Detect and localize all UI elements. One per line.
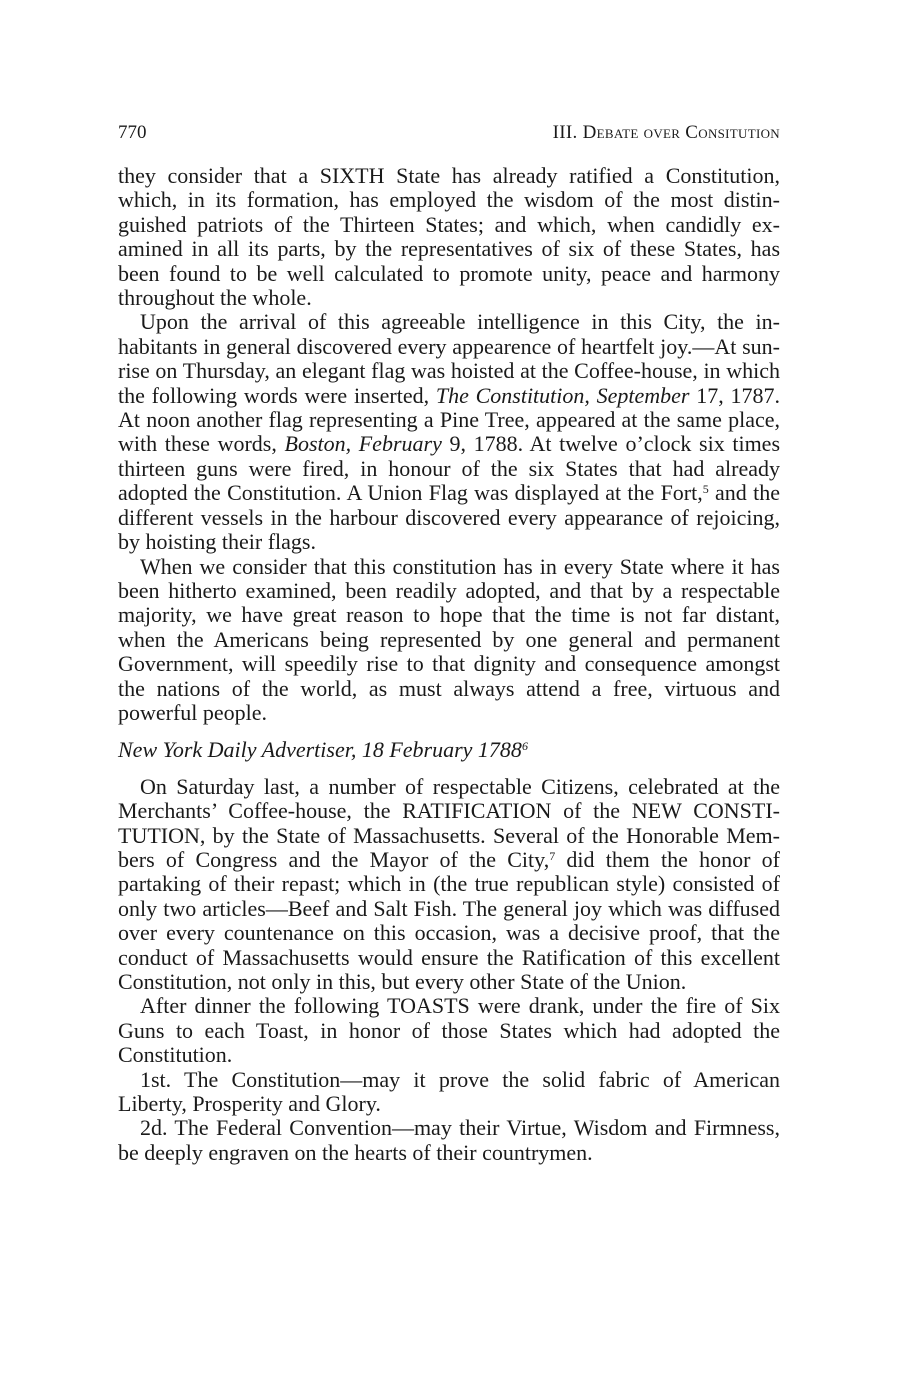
paragraph-text: 9, 1788. At twelve o’clock six times thirteen guns were fired, in honour of the six States that had already adopted the Constitution. A Union Flag was displayed at the Fort,	[118, 431, 781, 506]
paragraph-flags	[118, 310, 780, 554]
paragraph-text: On Saturday last, a number of respectable Citizens, celebrated at the Merchants’ Coffee-house, the RATIFICATION of the NEW CONSTITUTION, by the State of Massachusetts. Several of the Honorable Members of Congress and the Mayor of the City,	[118, 773, 780, 872]
paragraph-text: When we consider that this constitution has in every State where it has been hitherto examined, been readily adopted, and that by a respectable majority, we have great reason to hope that the time is not far distant, when the Americans being represented by one general and permanent Government, will speedily rise to that dignity and consequence amongst the nations of the world, as must always attend a free, virtuous and powerful people.	[118, 553, 780, 725]
paragraph-text: and the different vessels in the harbour discovered every appearance of rejoicing, by hoisting their flags.	[118, 480, 780, 555]
document-page	[118, 122, 780, 1165]
paragraph-text: they consider that a SIXTH State has already ratified a Constitution, which, in its formation, has employed the wisdom of the most distinguished patriots of the Thirteen States; and which, when candidly examined in all its parts, by the representatives of six of these States, has been found to be well calculated to promote unity, peace and harmony throughout the whole.	[118, 163, 780, 311]
toast-second	[118, 1116, 780, 1165]
paragraph-toasts-intro	[118, 994, 780, 1067]
paragraph-reflection	[118, 555, 780, 726]
paragraph-text: Upon the arrival of this agreeable intelligence in this City, the inhabitants in general discovered every appearence of heartfelt joy.—At sun-rise on Thursday, an elegant flag was hoisted at the Coffee-house, in which the following words were inserted,	[118, 309, 780, 408]
running-title: III. Debate over Consitution	[552, 122, 780, 143]
continued-paragraph	[118, 164, 780, 310]
flag-inscription-constitution: The Constitution, September	[435, 382, 690, 408]
paragraph-celebration	[118, 775, 780, 995]
toast-first	[118, 1068, 780, 1117]
paragraph-text: 17, 1787. At noon another flag representing a Pine Tree, appeared at the same place, with these words,	[118, 382, 780, 457]
paragraph-text: After dinner the following TOASTS were drank, under the fire of Six Guns to each Toast, in honor of those States which had adopted the Constitution.	[118, 993, 780, 1068]
paragraph-text: did them the honor of partaking of their repast; which in (the true republican style) consisted of only two articles—Beef and Salt Fish. The general joy which was diffused over every countenance on this occasion, was a decisive proof, that the conduct of Massachusetts would ensure the Ratification of this excellent Constitution, not only in this, but every other State of the Union.	[118, 846, 780, 994]
flag-inscription-boston: Boston, February	[284, 431, 442, 457]
paragraph-text: 2d. The Federal Convention—may their Virtue, Wisdom and Firmness, be deeply engraven on the hearts of their countrymen.	[118, 1115, 780, 1165]
running-header	[118, 122, 780, 148]
footnote-marker: 6	[521, 739, 528, 754]
section-heading	[118, 738, 780, 762]
footnote-marker: 7	[549, 848, 556, 863]
body-text	[118, 164, 780, 1165]
page-number: 770	[118, 122, 147, 143]
section-heading-text: New York Daily Advertiser, 18 February 1788	[118, 737, 522, 763]
paragraph-text: 1st. The Constitution—may it prove the solid fabric of American Liberty, Prosperity and Glory.	[118, 1066, 780, 1117]
footnote-marker: 5	[702, 482, 709, 497]
